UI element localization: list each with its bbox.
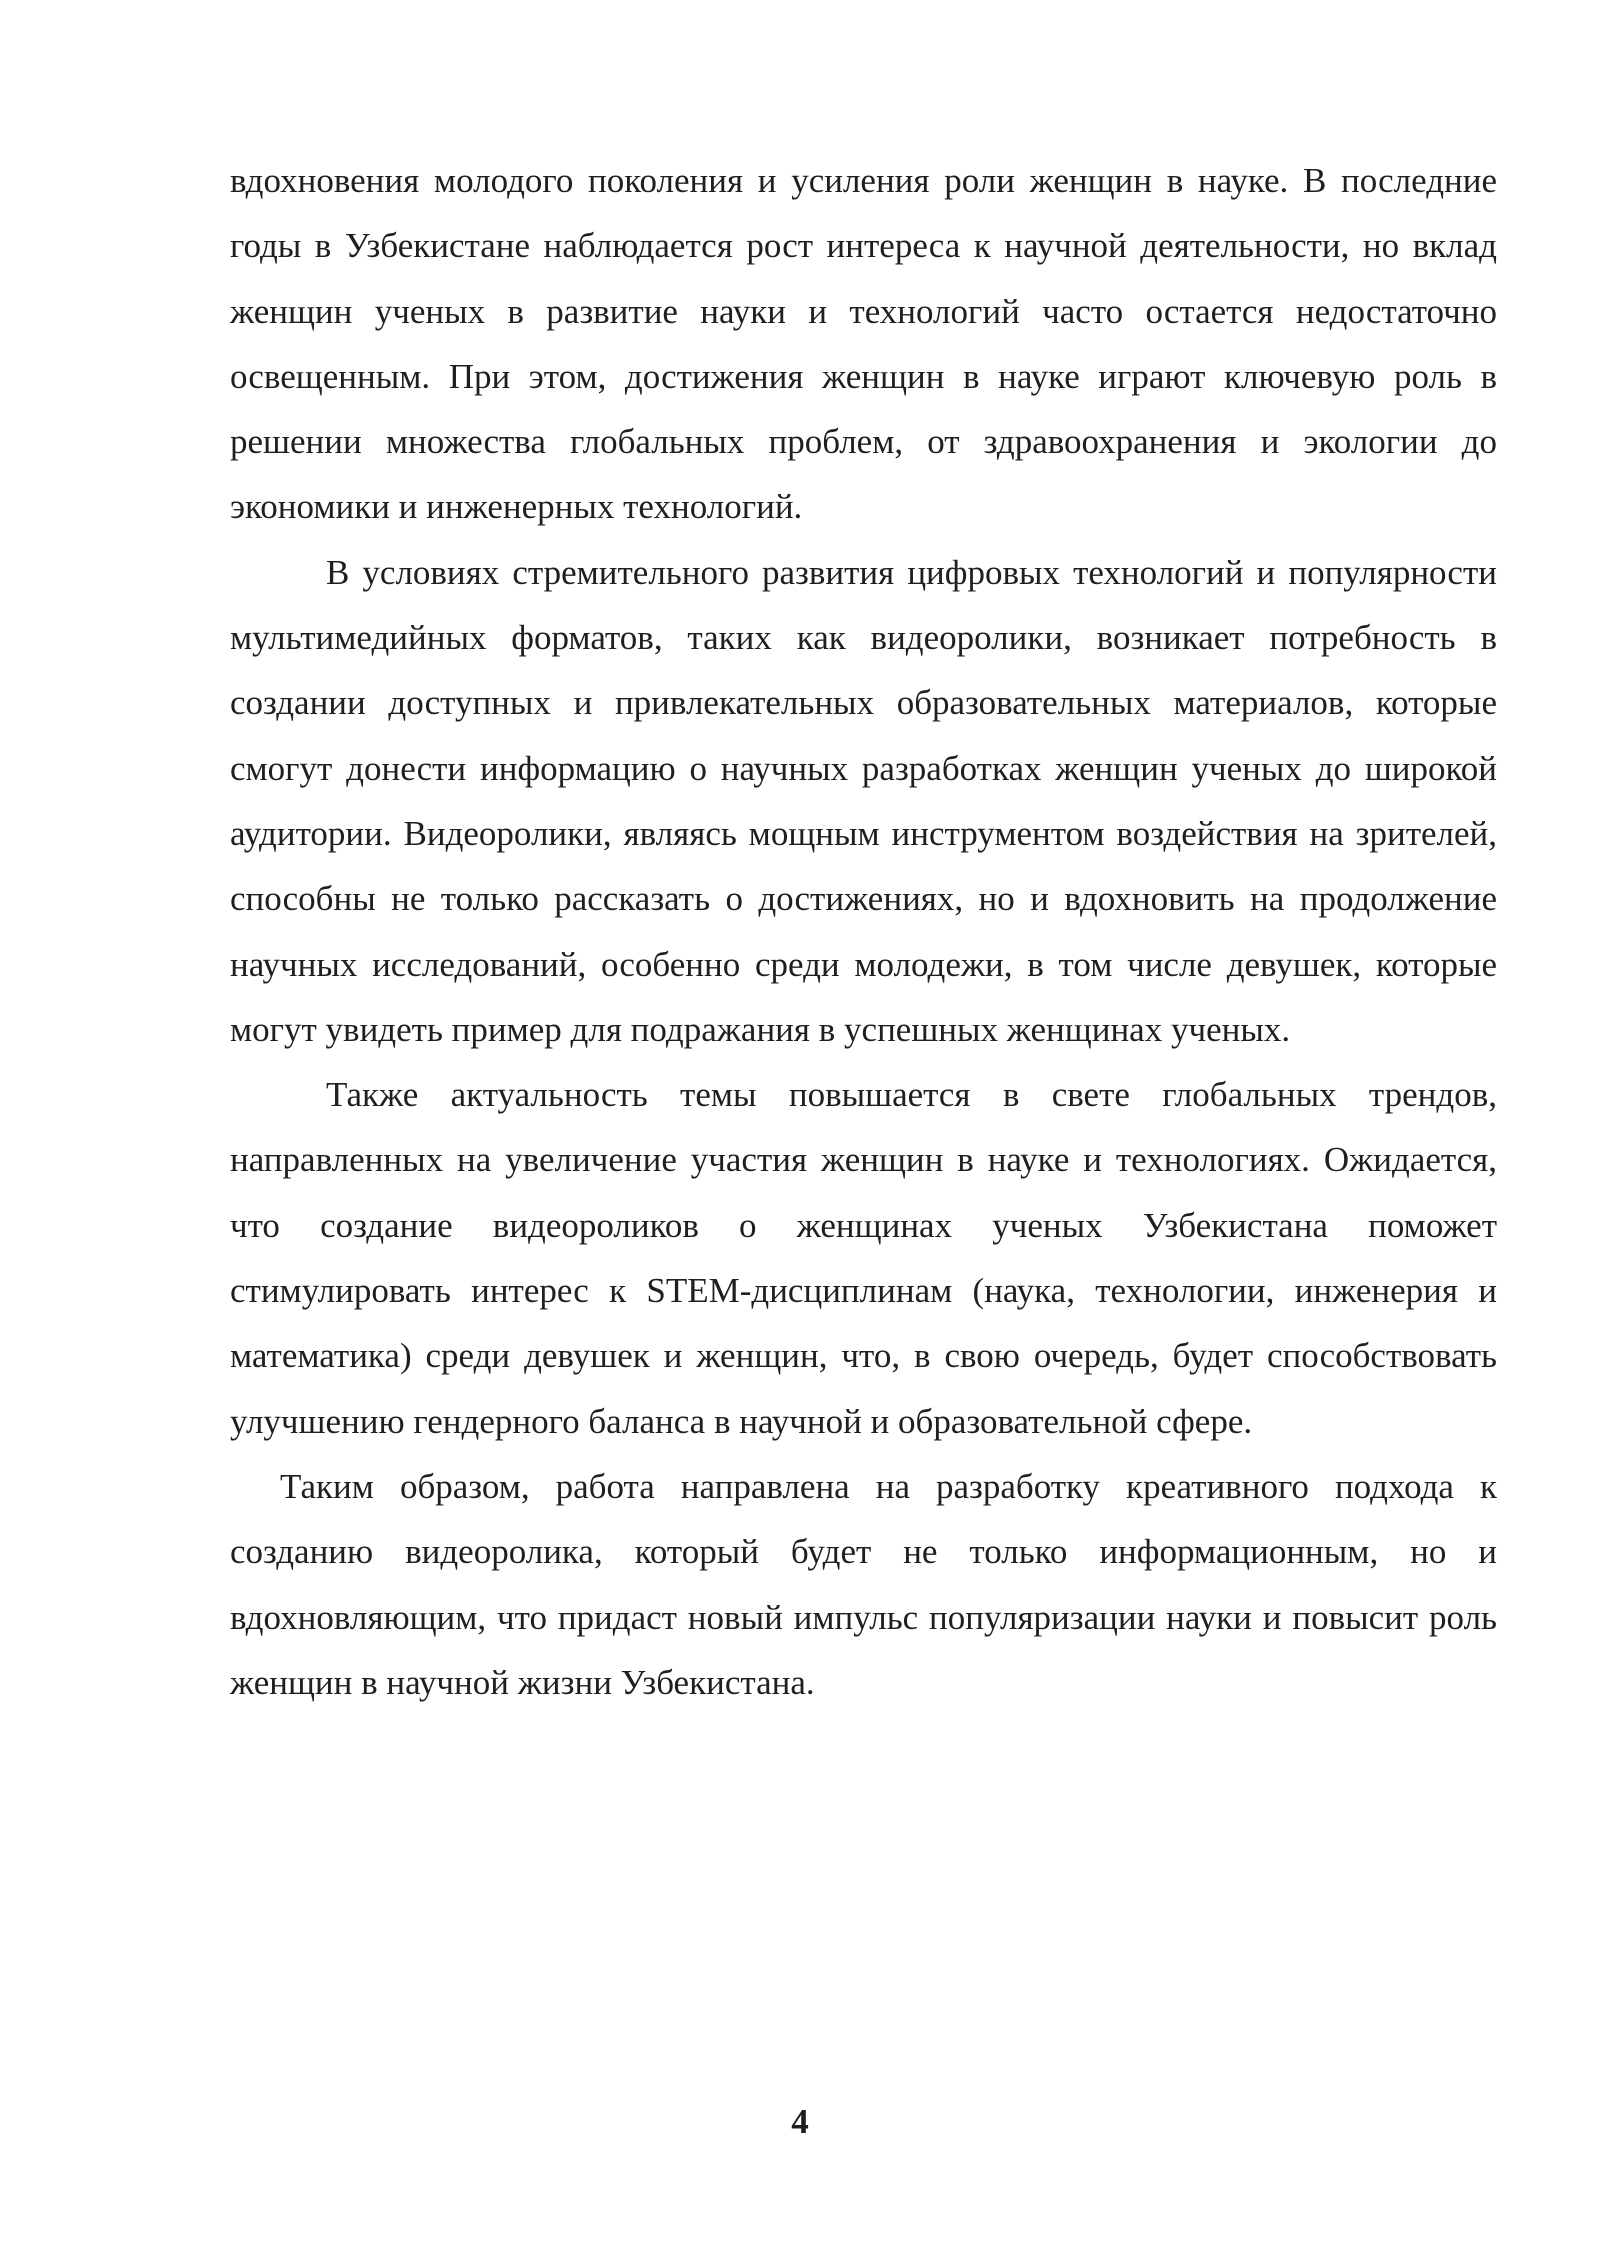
page-number: 4 (791, 2102, 809, 2141)
paragraph-4: Таким образом, работа направлена на разработку креативного подхода к созданию видеоролика, который будет не только информационным, но и вдохновляющим, что придаст новый импульс популяризации науки и повысит роль женщин в научной жизни Узбекистана. (230, 1466, 1497, 1702)
body-text (230, 148, 1497, 1715)
paragraph-2: В условиях стремительного развития цифровых технологий и популярности мультимедийных форматов, таких как видеоролики, возникает потребность в создании доступных и привлекательных образовательных материалов, которые смогут донести информацию о научных разработках женщин ученых до широкой аудитории. Видеоролики, являясь мощным инструментом воздействия на зрителей, способны не только рассказать о достижениях, но и вдохновить на продолжение научных исследований, особенно среди молодежи, в том числе девушек, которые могут увидеть пример для подражания в успешных женщинах ученых. (230, 552, 1497, 1049)
paragraph-1: вдохновения молодого поколения и усиления роли женщин в науке. В последние годы в Узбекистане наблюдается рост интереса к научной деятельности, но вклад женщин ученых в развитие науки и технологий часто остается недостаточно освещенным. При этом, достижения женщин в науке играют ключевую роль в решении множества глобальных проблем, от здравоохранения и экологии до экономики и инженерных технологий. (230, 161, 1497, 527)
paragraph-3: Также актуальность темы повышается в свете глобальных трендов, направленных на увеличение участия женщин в науке и технологиях. Ожидается, что создание видеороликов о женщинах ученых Узбекистана поможет стимулировать интерес к STEM-дисциплинам (наука, технологии, инженерия и математика) среди девушек и женщин, что, в свою очередь, будет способствовать улучшению гендерного баланса в научной и образовательной сфере. (230, 1075, 1497, 1441)
